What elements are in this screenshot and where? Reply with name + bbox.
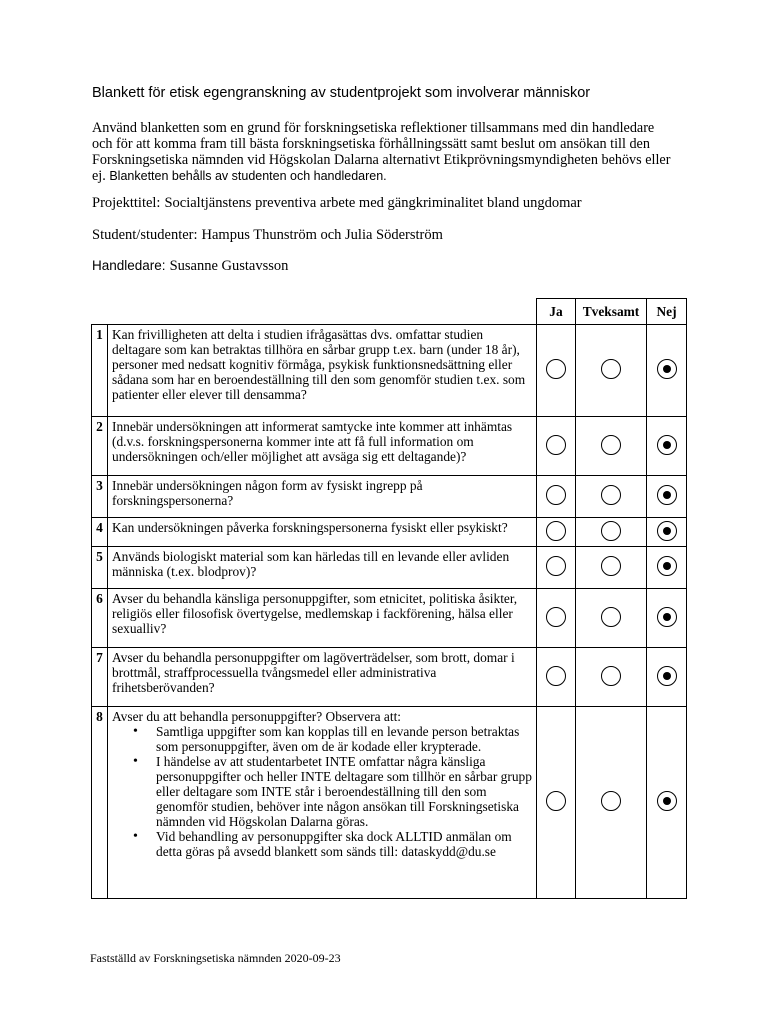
intro-line: och för att komma fram till bästa forskningsetiska förhållningssätt samt beslut om ansökan till den <box>92 136 650 152</box>
radio-tveksamt[interactable] <box>601 359 621 379</box>
question-text: Kan undersökningen påverka forskningspersonerna fysiskt eller psykiskt? <box>112 520 508 535</box>
question-text: Avser du behandla känsliga personuppgifter, som etnicitet, politiska åsikter, religiös eller filosofisk övertygelse, medlemskap i fackförening, hälsa eller sexualliv? <box>112 591 518 636</box>
ethics-question-table <box>91 298 687 899</box>
radio-ja[interactable] <box>546 359 566 379</box>
question-row <box>92 518 687 547</box>
answer-cell-nej <box>647 707 687 899</box>
supervisor-label: Handledare: <box>92 258 166 273</box>
question-number: 7 <box>92 648 108 707</box>
intro-line-last <box>92 168 692 184</box>
radio-ja[interactable] <box>546 607 566 627</box>
supervisor-field <box>92 258 288 275</box>
question-row <box>92 589 687 648</box>
radio-tveksamt[interactable] <box>601 521 621 541</box>
question-number: 8 <box>92 707 108 899</box>
question-number: 5 <box>92 547 108 589</box>
answer-cell-tveksamt <box>576 518 647 547</box>
question-text: Kan frivilligheten att delta i studien ifrågasättas dvs. omfattar studien deltagare som kan betraktas tillhöra en sårbar grupp t.ex. barn (under 18 år), personer med nedsatt kognitiv förmåga, psykisk funktionsnedsättning eller sådana som har en beroendeställning till den som genomför studien t.ex. som patienter eller elever till densamma? <box>112 327 526 402</box>
supervisor-value: Susanne Gustavsson <box>169 258 289 274</box>
question-number: 1 <box>92 325 108 417</box>
answer-cell-ja <box>537 417 576 476</box>
answer-cell-tveksamt <box>576 476 647 518</box>
question-number: 2 <box>92 417 108 476</box>
intro-last-prefix: ej. <box>92 168 106 184</box>
answer-cell-ja <box>537 547 576 589</box>
question-text: Innebär undersökningen att informerat samtycke inte kommer att inhämtas (d.v.s. forskningspersonerna kommer inte att få full information om undersökningen och/eller möjlighet att avsäga sig ett deltagande)? <box>112 419 513 464</box>
header-ja: Ja <box>537 299 576 325</box>
radio-nej-selected[interactable] <box>657 666 677 686</box>
question-bullet: • Samtliga uppgifter som kan kopplas till en levande person betraktas som personuppgifter, även om de är kodade eller krypterade. <box>156 724 533 754</box>
question-bullet: • I händelse av att studentarbetet INTE omfattar några känsliga personuppgifter och heller INTE deltagare som tillhör en sårbar grupp eller deltagare som INTE står i beroendeställning till den som genomför studien, behöver inte någon ansökan till Forskningsetiska nämnden vid Högskolan Dalarna göras. <box>156 754 533 829</box>
radio-ja[interactable] <box>546 435 566 455</box>
question-row <box>92 325 687 417</box>
radio-ja[interactable] <box>546 791 566 811</box>
question-row <box>92 547 687 589</box>
students-label: Student/studenter: <box>92 227 198 243</box>
answer-cell-ja <box>537 589 576 648</box>
radio-nej-selected[interactable] <box>657 435 677 455</box>
question-cell <box>108 417 537 476</box>
question-cell <box>108 325 537 417</box>
question-cell <box>108 547 537 589</box>
radio-ja[interactable] <box>546 521 566 541</box>
radio-tveksamt[interactable] <box>601 485 621 505</box>
project-title-field <box>92 195 582 212</box>
footer-note: Fastställd av Forskningsetiska nämnden 2020-09-23 <box>90 951 341 965</box>
question-bullet-list <box>112 724 533 859</box>
radio-ja[interactable] <box>546 485 566 505</box>
intro-line: Använd blanketten som en grund för forskningsetiska reflektioner tillsammans med din handledare <box>92 120 655 136</box>
question-row <box>92 707 687 899</box>
question-number: 3 <box>92 476 108 518</box>
answer-cell-tveksamt <box>576 648 647 707</box>
radio-tveksamt[interactable] <box>601 666 621 686</box>
answer-cell-nej <box>647 476 687 518</box>
answer-cell-nej <box>647 518 687 547</box>
answer-cell-nej <box>647 648 687 707</box>
question-text: Innebär undersökningen någon form av fysiskt ingrepp på forskningspersonerna? <box>112 478 423 508</box>
students-value: Hampus Thunström och Julia Söderström <box>201 227 443 243</box>
radio-tveksamt[interactable] <box>601 791 621 811</box>
question-cell <box>108 589 537 648</box>
header-nej: Nej <box>647 299 687 325</box>
question-bullet: • Vid behandling av personuppgifter ska dock ALLTID anmälan om detta göras på avsedd blankett som sänds till: dataskydd@du.se <box>156 829 533 859</box>
answer-cell-ja <box>537 518 576 547</box>
radio-nej-selected[interactable] <box>657 556 677 576</box>
form-title: Blankett för etisk egengranskning av studentprojekt som involverar människor <box>92 85 591 101</box>
answer-cell-nej <box>647 417 687 476</box>
radio-ja[interactable] <box>546 666 566 686</box>
radio-nej-selected[interactable] <box>657 359 677 379</box>
radio-tveksamt[interactable] <box>601 607 621 627</box>
question-text: Avser du behandla personuppgifter om lagöverträdelser, som brott, domar i brottmål, straffprocessuella tvångsmedel eller administrativa frihetsberövanden? <box>112 650 515 695</box>
intro-last-note: Blanketten behålls av studenten och handledaren. <box>109 169 387 183</box>
question-cell <box>108 518 537 547</box>
radio-nej-selected[interactable] <box>657 791 677 811</box>
answer-cell-tveksamt <box>576 589 647 648</box>
answer-cell-ja <box>537 648 576 707</box>
radio-tveksamt[interactable] <box>601 435 621 455</box>
project-title-value: Socialtjänstens preventiva arbete med gängkriminalitet bland ungdomar <box>164 195 582 211</box>
radio-nej-selected[interactable] <box>657 607 677 627</box>
project-title-label: Projekttitel: <box>92 195 161 211</box>
header-tveksamt: Tveksamt <box>576 299 647 325</box>
answer-cell-nej <box>647 547 687 589</box>
question-row <box>92 417 687 476</box>
answer-cell-ja <box>537 707 576 899</box>
question-text: Avser du att behandla personuppgifter? Observera att: <box>112 709 402 724</box>
question-cell <box>108 476 537 518</box>
answer-cell-nej <box>647 325 687 417</box>
answer-cell-ja <box>537 476 576 518</box>
radio-ja[interactable] <box>546 556 566 576</box>
intro-line: Forskningsetiska nämnden vid Högskolan Dalarna alternativt Etikprövningsmyndigheten behövs eller <box>92 152 671 168</box>
radio-nej-selected[interactable] <box>657 485 677 505</box>
students-field <box>92 227 443 244</box>
header-blank <box>92 299 537 325</box>
answer-cell-tveksamt <box>576 707 647 899</box>
intro-text <box>92 120 692 184</box>
question-cell <box>108 648 537 707</box>
radio-tveksamt[interactable] <box>601 556 621 576</box>
question-text: Används biologiskt material som kan härledas till en levande eller avliden människa (t.ex. blodprov)? <box>112 549 510 579</box>
answer-cell-ja <box>537 325 576 417</box>
answer-cell-nej <box>647 589 687 648</box>
answer-cell-tveksamt <box>576 547 647 589</box>
question-number: 4 <box>92 518 108 547</box>
answer-cell-tveksamt <box>576 417 647 476</box>
question-number: 6 <box>92 589 108 648</box>
question-cell <box>108 707 537 899</box>
answer-cell-tveksamt <box>576 325 647 417</box>
question-row <box>92 476 687 518</box>
question-row <box>92 648 687 707</box>
radio-nej-selected[interactable] <box>657 521 677 541</box>
